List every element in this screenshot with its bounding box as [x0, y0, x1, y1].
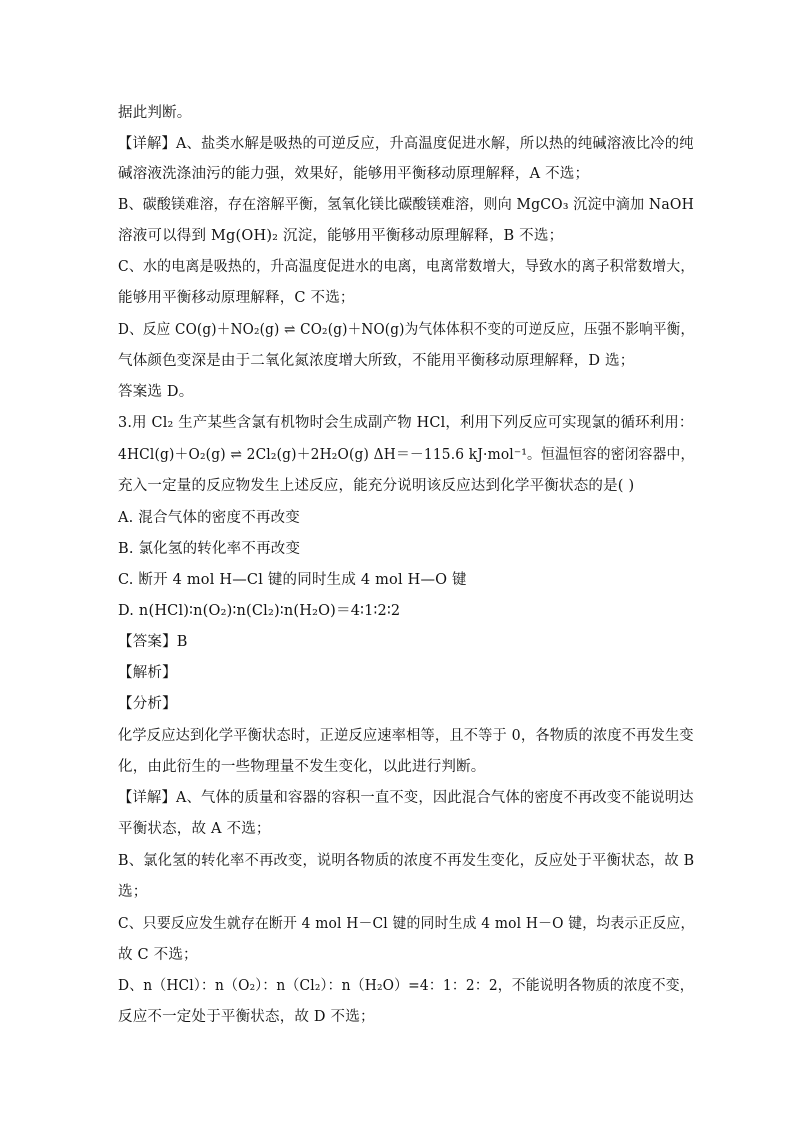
- option-b: B. 氯化氢的转化率不再改变: [118, 541, 301, 557]
- question-stem: 3.用 Cl₂ 生产某些含氯有机物时会生成副产物 HCl，利用下列反应可实现氯的循环利用：: [118, 415, 694, 431]
- text-line: B、氯化氢的转化率不再改变，说明各物质的浓度不再发生变化，反应处于平衡状态，故 B: [118, 853, 695, 869]
- text-line: C、水的电离是吸热的，升高温度促进水的电离，电离常数增大，导致水的离子积常数增大，: [118, 259, 695, 275]
- text-line: 碱溶液洗涤油污的能力强，效果好，能够用平衡移动原理解释，A 不选；: [118, 166, 590, 182]
- answer-label: 【答案】B: [118, 634, 188, 650]
- text-line: B、碳酸镁难溶，存在溶解平衡，氢氧化镁比碳酸镁难溶，则向 MgCO₃ 沉淀中滴加 NaOH: [118, 197, 695, 213]
- text-line: 气体颜色变深是由于二氧化氮浓度增大所致，不能用平衡移动原理解释，D 选；: [118, 353, 635, 369]
- text-line: 溶液可以得到 Mg(OH)₂ 沉淀，能够用平衡移动原理解释，B 不选；: [118, 228, 564, 244]
- question-stem: 充入一定量的反应物发生上述反应，能充分说明该反应达到化学平衡状态的是( ): [118, 478, 635, 494]
- analysis-label: 【解析】: [118, 665, 177, 681]
- text-line: C、只要反应发生就存在断开 4 mol H－Cl 键的同时生成 4 mol H－O 键，均表示正反应，: [118, 916, 695, 932]
- text-line: 平衡状态，故 A 不选；: [118, 821, 271, 837]
- text-line: D、反应 CO(g)＋NO₂(g) ⇌ CO₂(g)＋NO(g)为气体体积不变的可逆反应，压强不影响平衡，: [118, 322, 695, 338]
- text-line: 选；: [118, 884, 148, 900]
- option-a: A. 混合气体的密度不再改变: [118, 510, 300, 526]
- text-line: 故 C 不选；: [118, 947, 198, 963]
- text-line: 答案选 D。: [118, 384, 194, 400]
- text-line: 能够用平衡移动原理解释，C 不选；: [118, 290, 355, 306]
- option-d: D. n(HCl)∶n(O₂)∶n(Cl₂)∶n(H₂O)＝4∶1∶2∶2: [118, 603, 401, 619]
- question-equation: 4HCl(g)＋O₂(g) ⇌ 2Cl₂(g)＋2H₂O(g) ΔH＝－115.6 kJ·mol⁻¹。恒温恒容的密闭容器中，: [118, 447, 695, 463]
- text-line: 据此判断。: [118, 105, 192, 121]
- text-line: 【详解】A、气体的质量和容器的容积一直不变，因此混合气体的密度不再改变不能说明达: [118, 790, 694, 806]
- option-c: C. 断开 4 mol H—Cl 键的同时生成 4 mol H—O 键: [118, 572, 467, 588]
- text-line: 化学反应达到化学平衡状态时，正逆反应速率相等，且不等于 0，各物质的浓度不再发生变: [118, 728, 694, 744]
- text-line: 化，由此衍生的一些物理量不发生变化，以此进行判断。: [118, 759, 486, 775]
- text-line: 【详解】A、盐类水解是吸热的可逆反应，升高温度促进水解，所以热的纯碱溶液比冷的纯: [118, 136, 694, 152]
- analysis-sub-label: 【分析】: [118, 696, 177, 712]
- text-line: 反应不一定处于平衡状态，故 D 不选；: [118, 1009, 375, 1025]
- text-line: D、n（HCl）：n（O₂）：n（Cl₂）：n（H₂O）=4：1：2：2，不能说明各物质的浓度不变，: [118, 978, 694, 994]
